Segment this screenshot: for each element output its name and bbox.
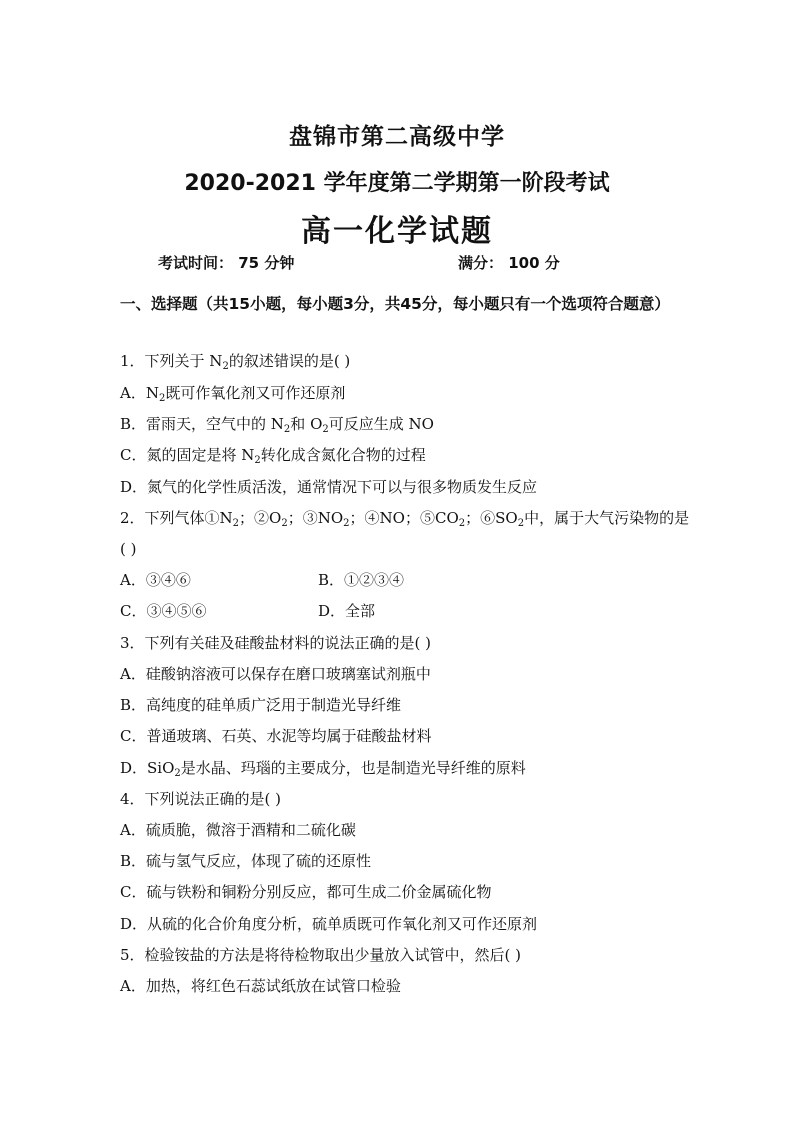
question-2-stem-cont: ( ): [120, 540, 137, 558]
school-name: 盘锦市第二高级中学: [289, 124, 505, 150]
question-5-stem: 5．检验铵盐的方法是将待检物取出少量放入试管中，然后( ): [120, 946, 522, 964]
question-4-stem: 4．下列说法正确的是( ): [120, 790, 282, 808]
full-score: 满分： 100 分: [458, 254, 560, 272]
question-2-option-b: B．①②③④: [318, 571, 405, 589]
question-3-stem: 3．下列有关硅及硅酸盐材料的说法正确的是( ): [120, 634, 432, 652]
section-heading: 一、选择题（共15小题，每小题3分，共45分，每小题只有一个选项符合题意）: [120, 295, 670, 313]
question-2-option-c: C．③④⑤⑥: [120, 602, 207, 620]
question-3-option-c: C．普通玻璃、石英、水泥等均属于硅酸盐材料: [120, 727, 432, 745]
exam-term: 2020-2021 学年度第二学期第一阶段考试: [184, 171, 610, 196]
question-4-option-a: A．硫质脆，微溶于酒精和二硫化碳: [120, 821, 356, 839]
question-4-option-d: D．从硫的化合价角度分析，硫单质既可作氧化剂又可作还原剂: [120, 915, 538, 933]
question-2-stem: 2．下列气体$①N_2$；$②O_2$；$③NO_2$；④NO；$⑤CO_2$；$⑥SO_2$中，属于大气污染物的是: [120, 509, 690, 529]
question-1-option-b: B．雷雨天，空气中的 $N_2$和 $O_2$可反应生成 NO: [120, 415, 434, 435]
paper-title: 高一化学试题: [301, 214, 493, 249]
question-4-option-c: C．硫与铁粉和铜粉分别反应，都可生成二价金属硫化物: [120, 883, 492, 901]
exam-time: 考试时间： 75 分钟: [158, 254, 295, 272]
question-2-option-d: D．全部: [318, 602, 376, 620]
question-1-option-c: C．氮的固定是将 $N_2$转化成含氮化合物的过程: [120, 446, 426, 466]
question-3-option-d: D．SiO$_2$是水晶、玛瑙的主要成分，也是制造光导纤维的原料: [120, 759, 526, 779]
question-3-option-b: B．高纯度的硅单质广泛用于制造光导纤维: [120, 696, 402, 714]
question-3-option-a: A．硅酸钠溶液可以保存在磨口玻璃塞试剂瓶中: [120, 665, 431, 683]
question-2-option-a: A．③④⑥: [120, 571, 191, 589]
question-1-option-a: A．$N_2$既可作氧化剂又可作还原剂: [120, 384, 346, 404]
question-4-option-b: B．硫与氢气反应，体现了硫的还原性: [120, 852, 372, 870]
question-5-option-a: A．加热，将红色石蕊试纸放在试管口检验: [120, 977, 401, 995]
question-1-option-d: D．氮气的化学性质活泼，通常情况下可以与很多物质发生反应: [120, 478, 538, 496]
question-1-stem: 1．下列关于 $N_2$的叙述错误的是( ): [120, 352, 351, 372]
